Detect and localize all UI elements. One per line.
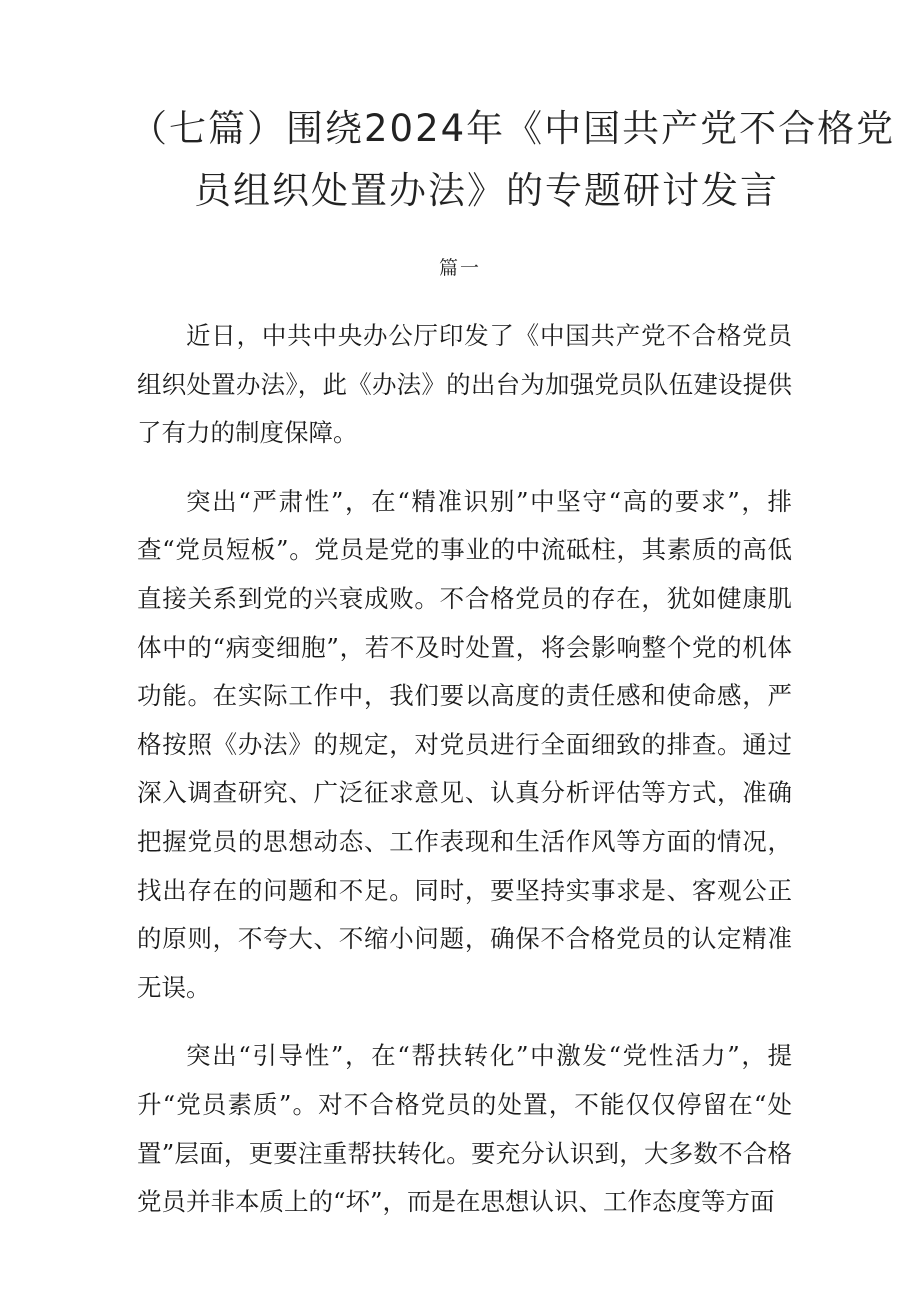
title-line-2: 员组织处置办法》的专题研讨发言 [194, 169, 779, 212]
title-line-1: （七篇）围绕2024年《中国共产党不合格党 [130, 107, 896, 150]
document-body [137, 312, 792, 1247]
section-heading: 篇一 [438, 257, 481, 279]
paragraph-3: 突出“引导性”，在“帮扶转化”中激发“党性活力”，提升“党员素质”。对不合格党员的处置，不能仅仅停留在“处置”层面，更要注重帮扶转化。要充分认识到，大多数不合格党员并非本质上的“坏”，而是在思想认识、工作态度等方面 [137, 1041, 792, 1217]
paragraph-1: 近日，中共中央办公厅印发了《中国共产党不合格党员组织处置办法》，此《办法》的出台为加强党员队伍建设提供了有力的制度保障。 [137, 321, 792, 448]
paragraph-2: 突出“严肃性”，在“精准识别”中坚守“高的要求”，排查“党员短板”。党员是党的事业的中流砥柱，其素质的高低直接关系到党的兴衰成败。不合格党员的存在，犹如健康肌体中的“病变细胞”，若不及时处置，将会影响整个党的机体功能。在实际工作中，我们要以高度的责任感和使命感，严格按照《办法》的规定，对党员进行全面细致的排查。通过深入调查研究、广泛征求意见、认真分析评估等方式，准确把握党员的思想动态、工作表现和生活作风等方面的情况，找出存在的问题和不足。同时，要坚持实事求是、客观公正的原则，不夸大、不缩小问题，确保不合格党员的认定精准无误。 [137, 486, 792, 1002]
document-title [130, 98, 896, 222]
